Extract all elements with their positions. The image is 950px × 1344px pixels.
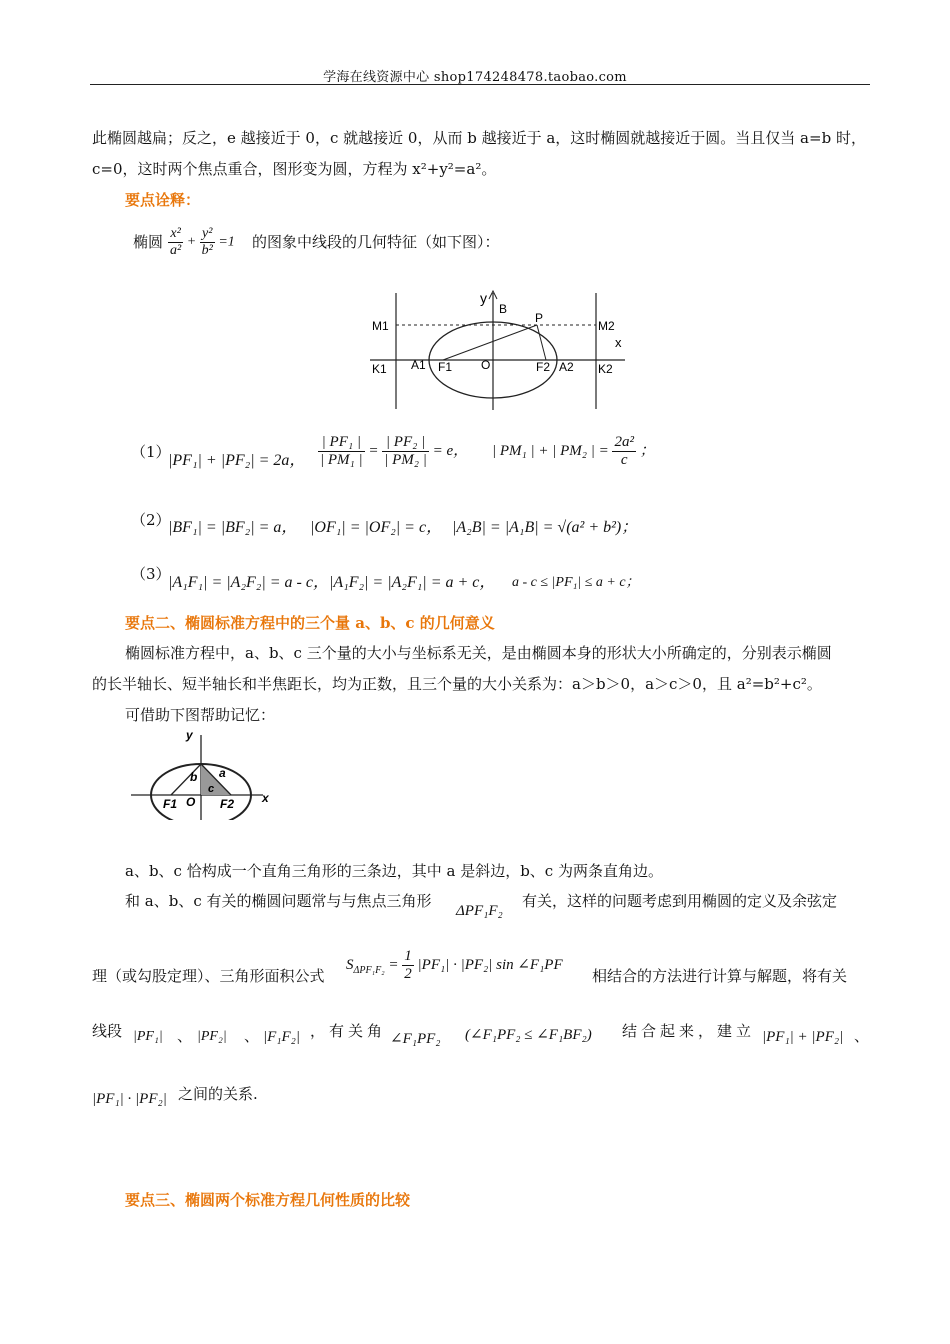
para3-line4a: 线段: [92, 1022, 123, 1040]
label-y: y: [480, 290, 487, 306]
ellipse-figure-1: [360, 285, 640, 413]
label-c: c: [208, 783, 215, 795]
label-F2: F2: [220, 797, 235, 811]
label-y: y: [186, 728, 193, 742]
label-a: a: [219, 766, 226, 780]
label-F1: F1: [163, 797, 178, 811]
label-A2: A2: [559, 360, 574, 374]
para2-line3: 可借助下图帮助记忆：: [125, 706, 276, 724]
para2-line1: 椭圆标准方程中，a、b、c 三个量的大小与坐标系无关，是由椭圆本身的形状大小所确定的，分别表示椭圆: [125, 644, 832, 662]
para3-line5-end: 之间的关系.: [178, 1085, 258, 1103]
para3-triangle: ΔPF₁F₂: [456, 903, 503, 919]
sep3: 、: [854, 1027, 870, 1045]
formula3-a: |A₁F₁| = |A₂F₂| = a - c，|A₁F₂| = |A₂F₁| = a + c，: [168, 574, 496, 591]
header-rule: [90, 84, 870, 85]
product-pf1-pf2: |PF₁| · |PF₂|: [92, 1091, 167, 1107]
para3-line3b: 相结合的方法进行计算与解题，将有关: [592, 967, 848, 985]
label-x: x: [615, 335, 622, 350]
formula1-a: |PF₁| + |PF₂| = 2a，: [168, 452, 306, 469]
para2-line2: 的长半轴长、短半轴长和半焦距长，均为正数，且三个量的大小关系为：a＞b＞0，a＞c＞0，且 a²=b²+c²。: [92, 675, 822, 693]
area-formula: $S_{\Delta PF_1F_2}$ = $\frac{1}{2}$ |PF₁| · |PF₂| sin ∠F₁PF: [346, 948, 563, 982]
formula3-b: a - c ≤ |PF₁| ≤ a + c；: [512, 575, 640, 590]
sep2: 、: [244, 1027, 260, 1045]
segment-pf2: |PF₂|: [197, 1029, 227, 1044]
label-K1: K1: [372, 362, 387, 376]
segment-PF1: [443, 325, 537, 360]
para3-line2a: 和 a、b、c 有关的椭圆问题常与与焦点三角形: [125, 892, 432, 910]
label-F2: F2: [536, 360, 551, 374]
label-F1: F1: [438, 360, 453, 374]
para3-line4c: 结合起来，建立: [622, 1022, 756, 1040]
label-M1: M1: [372, 319, 389, 333]
formula1-c: | PM₁ | + | PM₂ | = $\frac{\text{2a²}}{c}$ ；: [492, 434, 655, 468]
label-M2: M2: [598, 319, 615, 333]
label-O: O: [481, 358, 491, 372]
angle-f1pf2: ∠F₁PF₂: [390, 1031, 441, 1047]
formula3-num: （3）: [131, 565, 171, 583]
label-P: P: [535, 311, 544, 325]
para3-line4b: ，有关角: [310, 1022, 387, 1040]
formula2-num: （2）: [131, 511, 171, 529]
formula1-num: （1）: [131, 443, 171, 461]
para3-line3a: 理（或勾股定理）、三角形面积公式: [92, 967, 325, 985]
sep1: 、: [177, 1027, 193, 1045]
angle-condition: (∠F₁PF₂ ≤ ∠F₁BF₂): [465, 1027, 592, 1043]
segment-PF2: [537, 325, 546, 360]
segment-pf1: |PF₁|: [133, 1029, 163, 1044]
label-B: B: [499, 302, 508, 316]
para1-line1: 此椭圆越扁；反之，e 越接近于 0，c 就越接近 0，从而 b 越接近于 a，这时椭圆就越接近于圆。当且仅当 a=b 时，: [92, 129, 866, 147]
section2-title: 要点二、椭圆标准方程中的三个量 a、b、c 的几何意义: [125, 614, 495, 632]
section3-title: 要点三、椭圆两个标准方程几何性质的比较: [125, 1191, 411, 1209]
formula2-b: |OF₁| = |OF₂| = c，: [310, 519, 443, 536]
segment-f1f2: |F₁F₂|: [263, 1029, 301, 1045]
formula1-b: $\frac{\text{| PF₁ |}}{\text{| PM₁ |}}$ = $\frac{\text{| PF₂ |}}{\text{| PM₂ |}}$ = e，: [320, 434, 469, 468]
sum-pf1-pf2: |PF₁| + |PF₂|: [762, 1029, 844, 1045]
label-K2: K2: [598, 362, 613, 376]
formula2-c: |A₂B| = |A₁B| = √(a² + b²)；: [452, 519, 638, 536]
label-A1: A1: [411, 358, 426, 372]
para3-line2b: 有关，这样的问题考虑到用椭圆的定义及余弦定: [522, 892, 838, 910]
label-x: x: [262, 791, 269, 805]
para3-line1: a、b、c 恰构成一个直角三角形的三条边，其中 a 是斜边，b、c 为两条直角边。: [125, 862, 663, 880]
ellipse-intro-prefix: 椭圆: [133, 233, 164, 251]
formula2-a: |BF₁| = |BF₂| = a，: [168, 519, 298, 536]
page-header: 学海在线资源中心 shop174248478.taobao.com: [323, 70, 627, 85]
ellipse-equation: $\frac{\text{x²}}{\text{a²}}$ + $\frac{\text{y²}}{\text{b²}}$ =1: [170, 226, 235, 258]
ellipse-figure-2: [128, 725, 278, 820]
section-points-title: 要点诠释：: [125, 191, 201, 209]
para1-line2: c=0，这时两个焦点重合，图形变为圆，方程为 x²+y²=a²。: [92, 160, 497, 178]
label-O: O: [186, 795, 196, 809]
label-b: b: [190, 770, 198, 784]
ellipse-intro-suffix: 的图象中线段的几何特征（如下图）：: [252, 233, 500, 251]
